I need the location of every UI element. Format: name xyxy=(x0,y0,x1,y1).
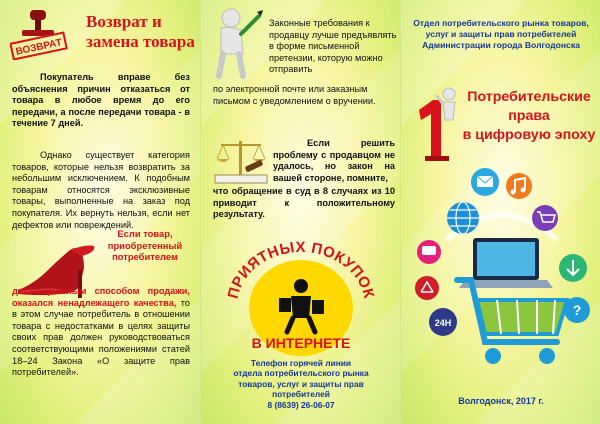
claims-paragraph-2: Если решить проблему с продавцом не удалось, но закон на вашей стороне, помните, xyxy=(273,138,395,183)
cover-footer: Волгодонск, 2017 г. xyxy=(458,396,544,406)
claims-paragraph-1b: по электронной почте или заказным письмом с уведомлением о вручении. xyxy=(213,84,376,106)
music-icon xyxy=(506,173,532,199)
panel-claims xyxy=(200,0,400,424)
happy-shopping-badge xyxy=(211,240,391,360)
panel-return xyxy=(0,0,200,424)
number-one-figure-icon xyxy=(411,86,465,162)
return-title: Возврат и замена товара xyxy=(86,12,195,51)
network-icon xyxy=(415,276,439,300)
scales-of-justice-icon xyxy=(211,135,271,185)
claims-paragraph-2b: что обращение в суд в 8 случаях из 10 приводит к положительному результату. xyxy=(213,186,395,220)
stamp-text: ВОЗВРАТ xyxy=(14,37,63,58)
hotline-info: Телефон горячей линии отдела потребительского рынка товаров, услуг и защиты прав потребителей 8 (8639) 26-06-07 xyxy=(209,358,393,410)
24h-icon xyxy=(429,308,457,336)
globe-icon xyxy=(447,202,479,234)
cover-title: Потребительские права в цифровую эпоху xyxy=(462,89,596,143)
circle-top-text: ПРИЯТНЫХ ПОКУПОК xyxy=(224,240,378,301)
claims-paragraph-1: Законные требования к продавцу лучше предъявлять в форме письменной претензии, которую можно отправить xyxy=(269,18,397,75)
return-paragraph-1: Покупатель вправе без объяснения причин отказаться от товара в любое время до его передачи, а после передачи товара - в течение 7 дней. xyxy=(12,72,190,129)
shopping-cart-icon xyxy=(457,280,567,364)
help-icon xyxy=(564,297,590,323)
svg-text:24H: 24H xyxy=(434,318,452,328)
digital-consumer-illustration xyxy=(407,160,597,370)
person-writing-icon xyxy=(209,6,269,80)
svg-text:?: ? xyxy=(572,302,582,318)
distance-sale-heading: Если товар, приобретенный потребителем xyxy=(107,228,183,263)
panel-cover xyxy=(400,0,600,424)
cart-badge-icon xyxy=(532,205,558,231)
circle-bottom-text: В ИНТЕРНЕТЕ xyxy=(251,335,351,351)
email-icon xyxy=(471,168,499,196)
stamp-icon xyxy=(10,8,68,60)
download-icon xyxy=(559,254,587,282)
return-paragraph-2: Однако существует категория товаров, которые нельзя возвратить за небольшим исключением. К подобным товарам относятся эксклюзивные товары, выполненные на заказ под покупателя. Их вернуть нельзя, если нет дефектов или повреждений. xyxy=(12,150,190,230)
department-name: Отдел потребительского рынка товаров, услуг и защиты прав потребителей Администрации города Волгодонска xyxy=(413,18,589,50)
distance-sale-text: дистанционным способом продажи, оказался ненадлежащего качества, то в этом случае потребитель в отношении товара с недостатками в целях защиты своих прав должен руководствоваться соответствующими положениями статей 18–24 Закона «О защите прав потребителей». xyxy=(12,286,190,378)
hotline-phone: 8 (8639) 26-06-07 xyxy=(267,399,335,410)
chat-icon xyxy=(417,240,441,264)
